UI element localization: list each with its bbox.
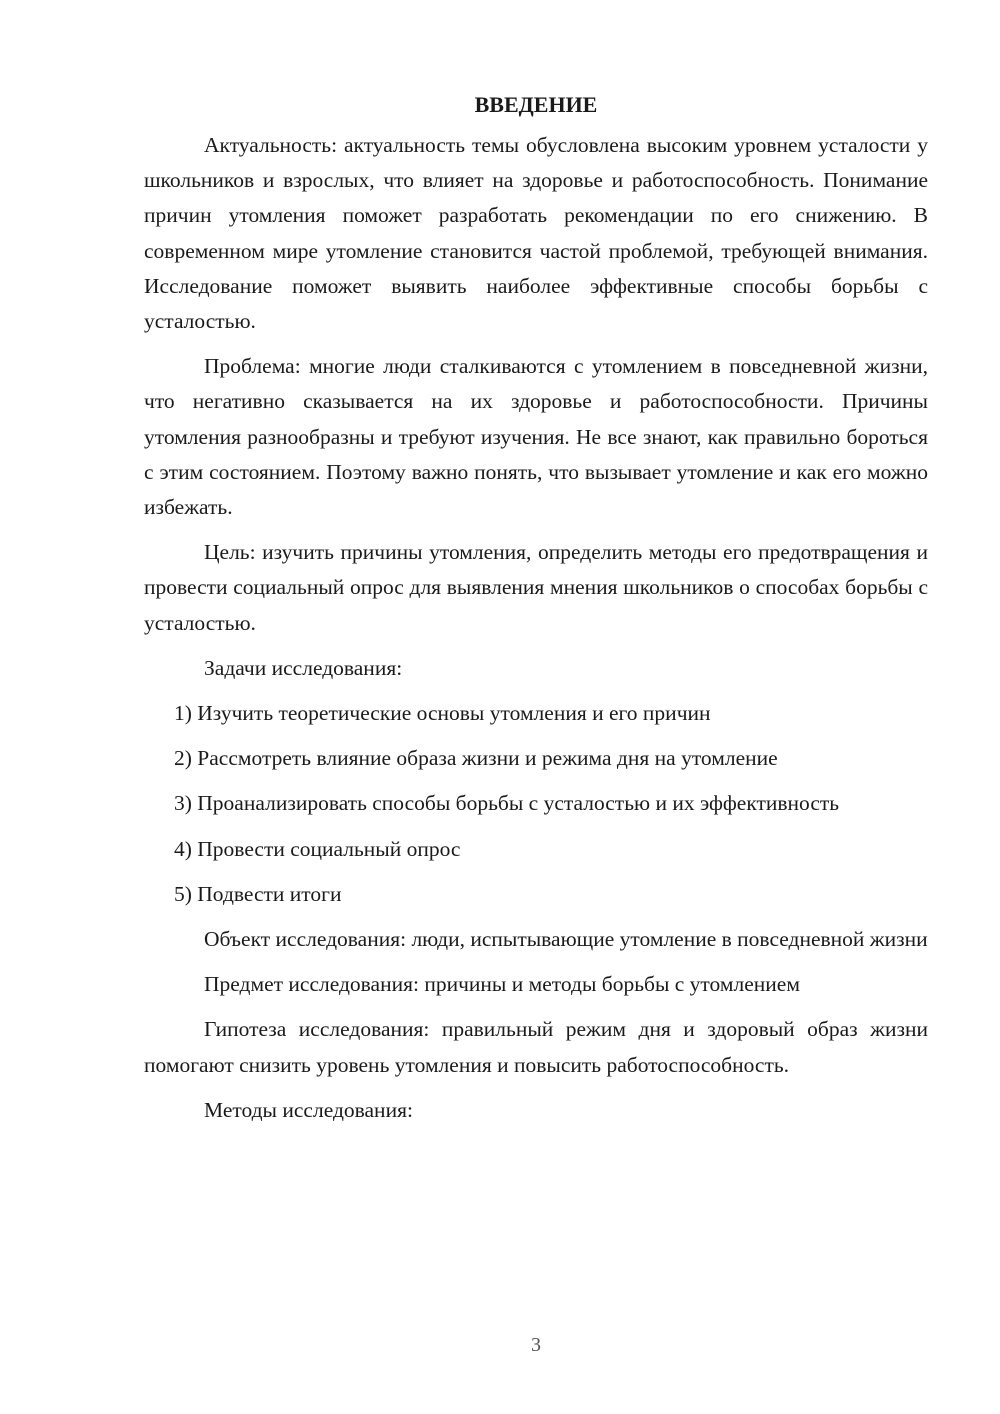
paragraph-subject: Предмет исследования: причины и методы борьбы с утомлением bbox=[204, 972, 800, 997]
list-item-task-3: 3) Проанализировать способы борьбы с усталостью и их эффективность bbox=[174, 791, 840, 816]
list-item-task-1: 1) Изучить теоретические основы утомления и его причин bbox=[174, 701, 711, 726]
paragraph-relevance: Актуальность: актуальность темы обусловлена высоким уровнем усталости у школьников и взрослых, что влияет на здоровье и работоспособность. Понимание причин утомления поможет разработать рекомендации по его снижению. В современном мире утомление становится частой проблемой, требующей внимания. Исследование поможет выявить наиболее эффективные способы борьбы с усталостью. bbox=[144, 133, 928, 334]
paragraph-tasks-heading: Задачи исследования: bbox=[204, 655, 403, 680]
paragraph-methods-heading: Методы исследования: bbox=[204, 1097, 413, 1122]
paragraph-hypothesis: Гипотеза исследования: правильный режим дня и здоровый образ жизни помогают снизить уровень утомления и повысить работоспособность. bbox=[144, 1017, 928, 1077]
paragraph-object: Объект исследования: люди, испытывающие утомление в повседневной жизни bbox=[204, 927, 928, 952]
list-item-task-5: 5) Подвести итоги bbox=[174, 881, 342, 906]
list-item-task-4: 4) Провести социальный опрос bbox=[174, 836, 461, 861]
paragraph-problem: Проблема: многие люди сталкиваются с утомлением в повседневной жизни, что негативно сказывается на их здоровье и работоспособности. Причины утомления разнообразны и требуют изучения. Не все знают, как правильно бороться с этим состоянием. Поэтому важно понять, что вызывает утомление и как его можно избежать. bbox=[144, 354, 928, 520]
paragraph-goal: Цель: изучить причины утомления, определить методы его предотвращения и провести социальный опрос для выявления мнения школьников о способах борьбы с усталостью. bbox=[144, 540, 928, 635]
document-page bbox=[144, 90, 928, 1138]
list-item-task-2: 2) Рассмотреть влияние образа жизни и режима дня на утомление bbox=[174, 746, 778, 771]
page-number: 3 bbox=[531, 1334, 541, 1356]
page-title: ВВЕДЕНИЕ bbox=[474, 92, 598, 117]
